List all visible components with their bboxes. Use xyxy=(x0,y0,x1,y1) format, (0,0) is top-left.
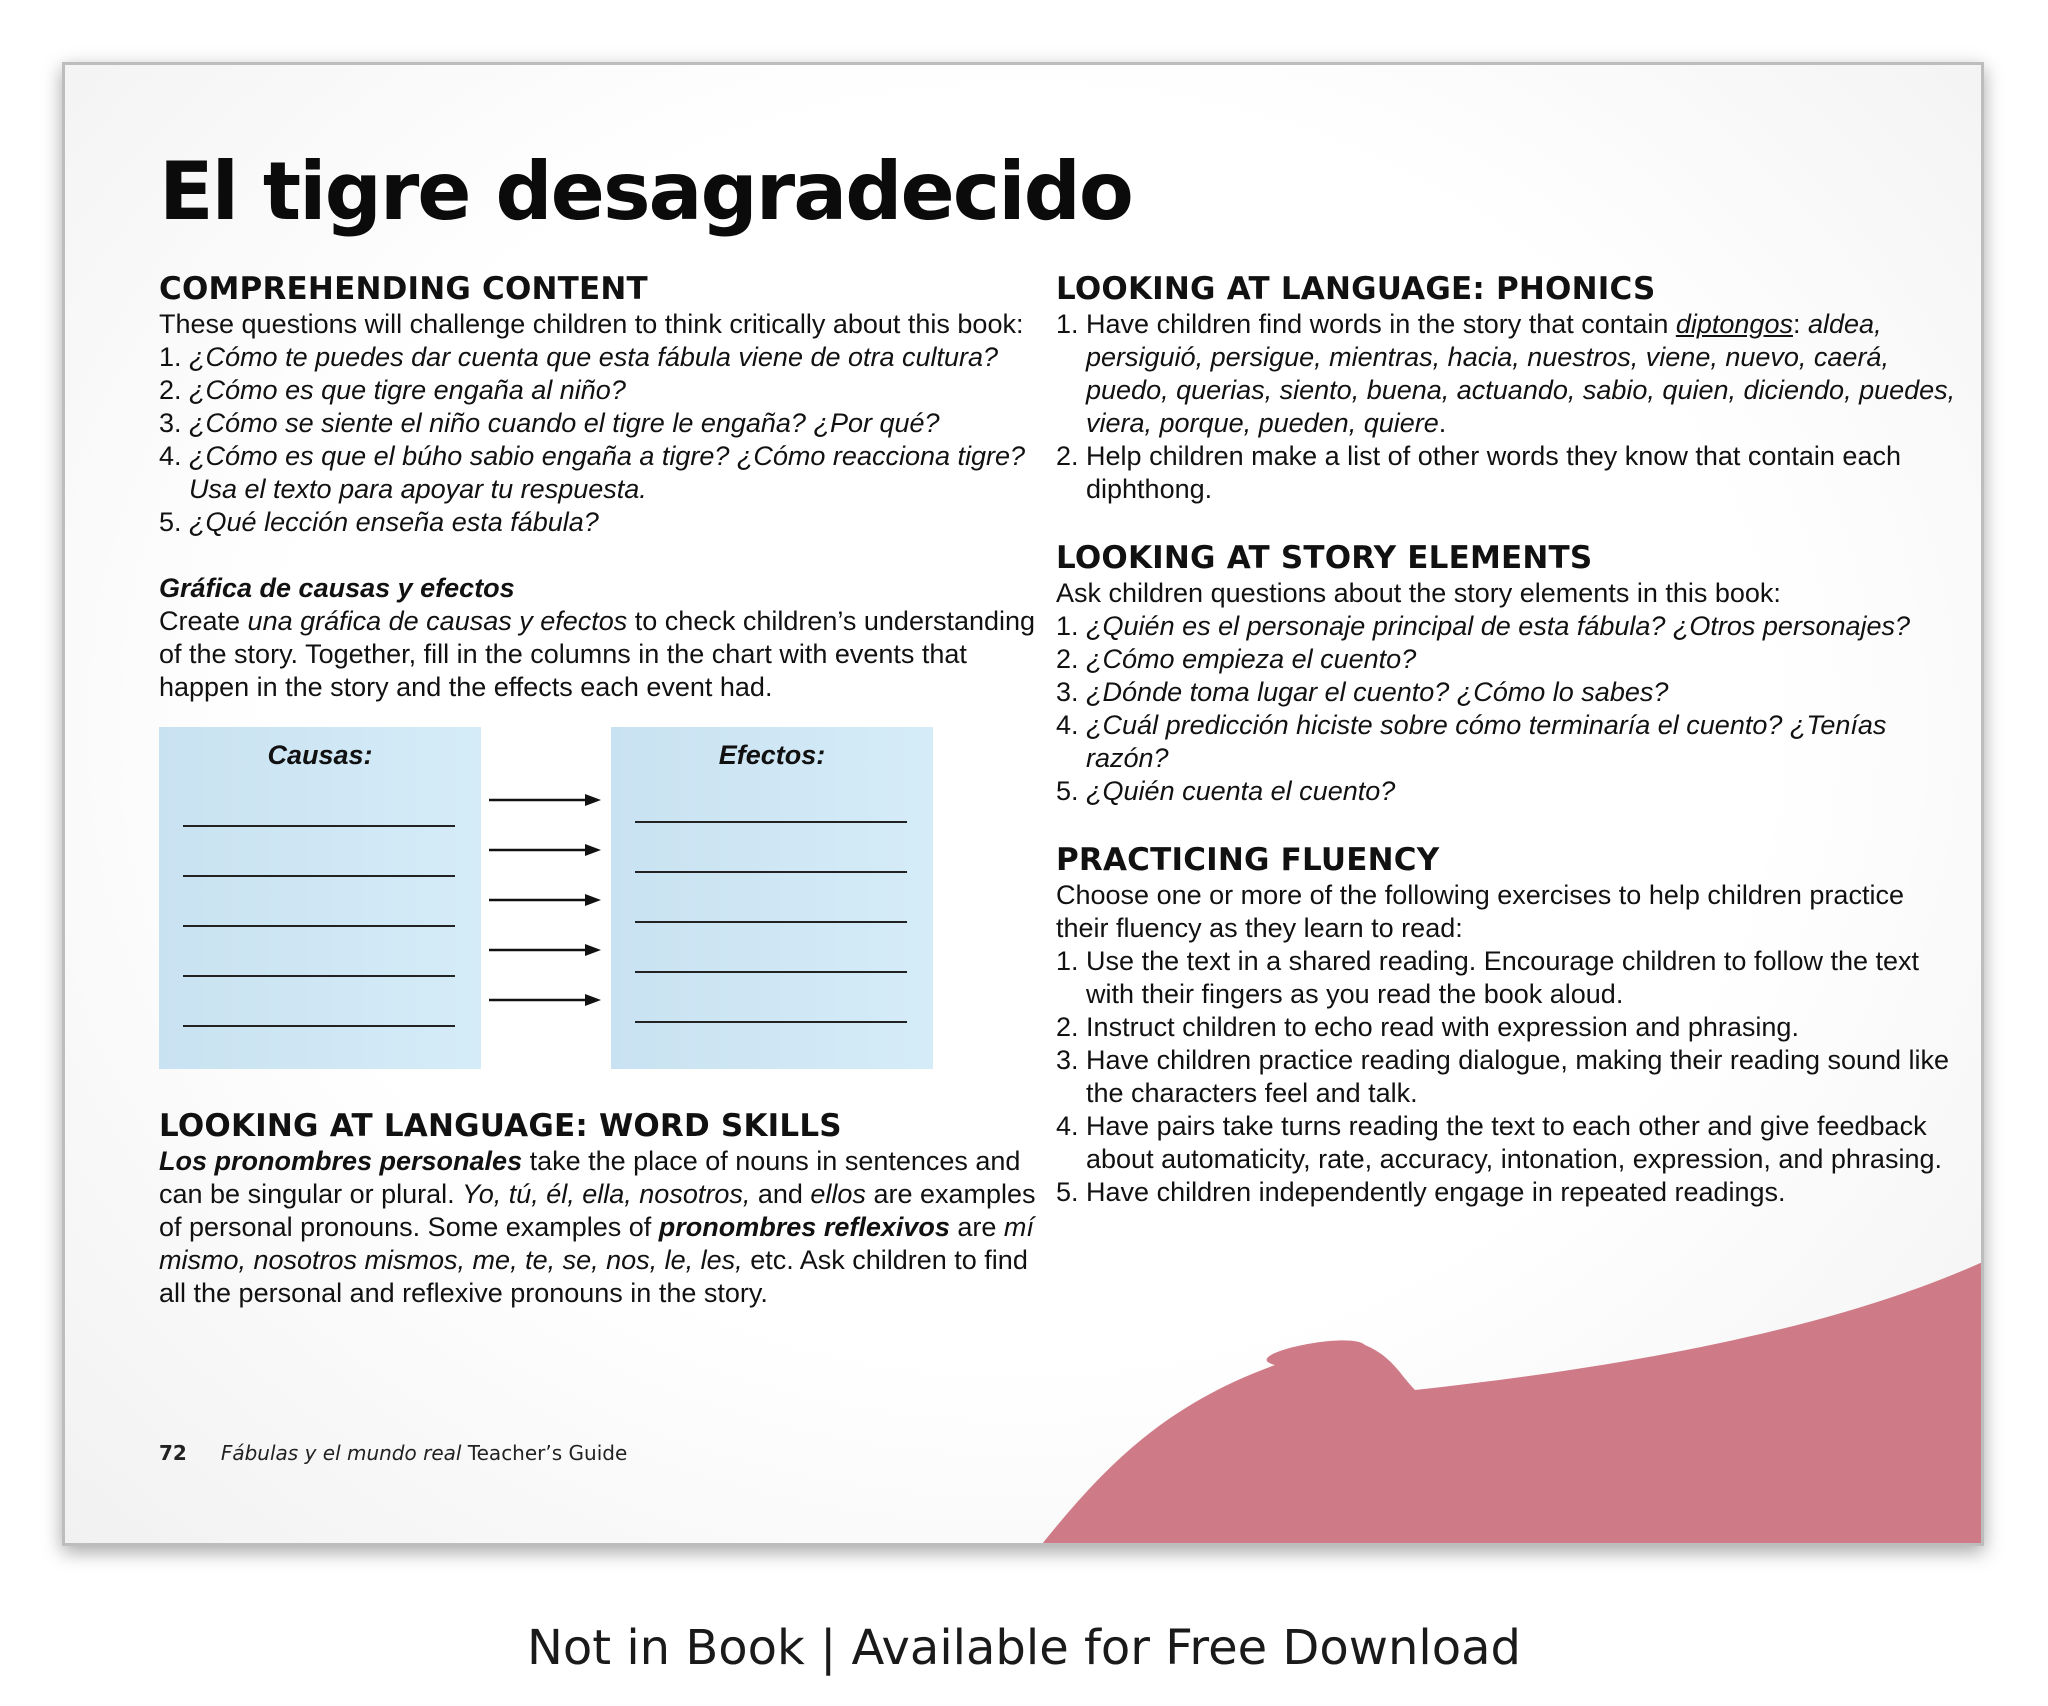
list-item: 5. ¿Quién cuenta el cuento? xyxy=(1056,776,1396,806)
book-title: Fábulas y el mundo real xyxy=(220,1441,462,1465)
causes-label: Causas: xyxy=(267,740,373,770)
comprehending-heading: COMPREHENDING CONTENT xyxy=(159,271,648,307)
word-skills-paragraph: Los pronombres personales take the place of nouns in sentences and can be singular or plural. Yo, tú, él, ella, nosotros, and ellos are examples of personal pronouns. Some examples of pronombres reflexivos are mí mismo, nosotros mismos, me, te, se, nos, le, les, etc. Ask children to find all the personal and reflexive pronouns in the story. xyxy=(159,1146,1036,1308)
grafica-paragraph: Create una gráfica de causas y efectos to check children’s understanding of the story. Together, fill in the columns in the chart with events that happen in the story and the effects each event had. xyxy=(159,606,1036,702)
comprehending-intro: These questions will challenge children to think critically about this book: xyxy=(159,309,1024,339)
fluency-intro: Choose one or more of the following exercises to help children practice their fluency as they learn to read: xyxy=(1056,880,1904,943)
grafica-heading: Gráfica de causas y efectos xyxy=(159,573,515,603)
list-item: 2. Instruct children to echo read with expression and phrasing. xyxy=(1056,1012,1799,1042)
list-item: 1. Have children find words in the story that contain diptongos: aldea, persiguió, persigue, mientras, hacia, nuestros, viene, nuevo, caerá, puedo, querias, siento, buena, actuando, sabio, quien, diciendo, puedes, viera, porque, pueden, quiere. xyxy=(1056,309,1956,438)
guide-page xyxy=(62,62,1984,1546)
download-caption: Not in Book | Available for Free Download xyxy=(526,1620,1521,1676)
list-item: 3. Have children practice reading dialogue, making their reading sound like the characters feel and talk. xyxy=(1056,1045,1950,1108)
story-elements-intro: Ask children questions about the story elements in this book: xyxy=(1056,578,1781,608)
list-item: 3. ¿Dónde toma lugar el cuento? ¿Cómo lo sabes? xyxy=(1056,677,1669,707)
list-item: 2. ¿Cómo es que tigre engaña al niño? xyxy=(159,375,626,405)
list-item: 2. Help children make a list of other words they know that contain each diphthong. xyxy=(1056,441,1901,504)
guide-label: Teacher’s Guide xyxy=(461,1441,628,1465)
page-number: 72 xyxy=(159,1441,187,1465)
list-item: 4. ¿Cuál predicción hiciste sobre cómo terminaría el cuento? ¿Tenías razón? xyxy=(1056,710,1887,773)
wave-fill xyxy=(1038,1260,1984,1546)
list-item: 4. Have pairs take turns reading the text to each other and give feedback about automaticity, rate, accuracy, intonation, expression, and phrasing. xyxy=(1056,1111,1942,1174)
list-item: 1. Use the text in a shared reading. Encourage children to follow the text with their fingers as you read the book aloud. xyxy=(1056,946,1920,1009)
effects-label: Efectos: xyxy=(718,740,826,770)
list-item: 4. ¿Cómo es que el búho sabio engaña a tigre? ¿Cómo reacciona tigre? Usa el texto para apoyar tu respuesta. xyxy=(159,441,1026,504)
decorative-wave-shape xyxy=(65,65,1984,1546)
story-elements-heading: LOOKING AT STORY ELEMENTS xyxy=(1056,540,1593,576)
word-skills-heading: LOOKING AT LANGUAGE: WORD SKILLS xyxy=(159,1108,842,1144)
fluency-heading: PRACTICING FLUENCY xyxy=(1056,842,1440,878)
page-footer xyxy=(159,1441,627,1465)
list-item: 1. ¿Quién es el personaje principal de esta fábula? ¿Otros personajes? xyxy=(1056,611,1911,641)
list-item: 5. Have children independently engage in repeated readings. xyxy=(1056,1177,1786,1207)
list-item: 2. ¿Cómo empieza el cuento? xyxy=(1056,644,1417,674)
list-item: 5. ¿Qué lección enseña esta fábula? xyxy=(159,507,599,537)
list-item: 3. ¿Cómo se siente el niño cuando el tigre le engaña? ¿Por qué? xyxy=(159,408,940,438)
page-title: El tigre desagradecido xyxy=(159,145,1132,238)
phonics-heading: LOOKING AT LANGUAGE: PHONICS xyxy=(1056,271,1656,307)
list-item: 1. ¿Cómo te puedes dar cuenta que esta fábula viene de otra cultura? xyxy=(159,342,999,372)
